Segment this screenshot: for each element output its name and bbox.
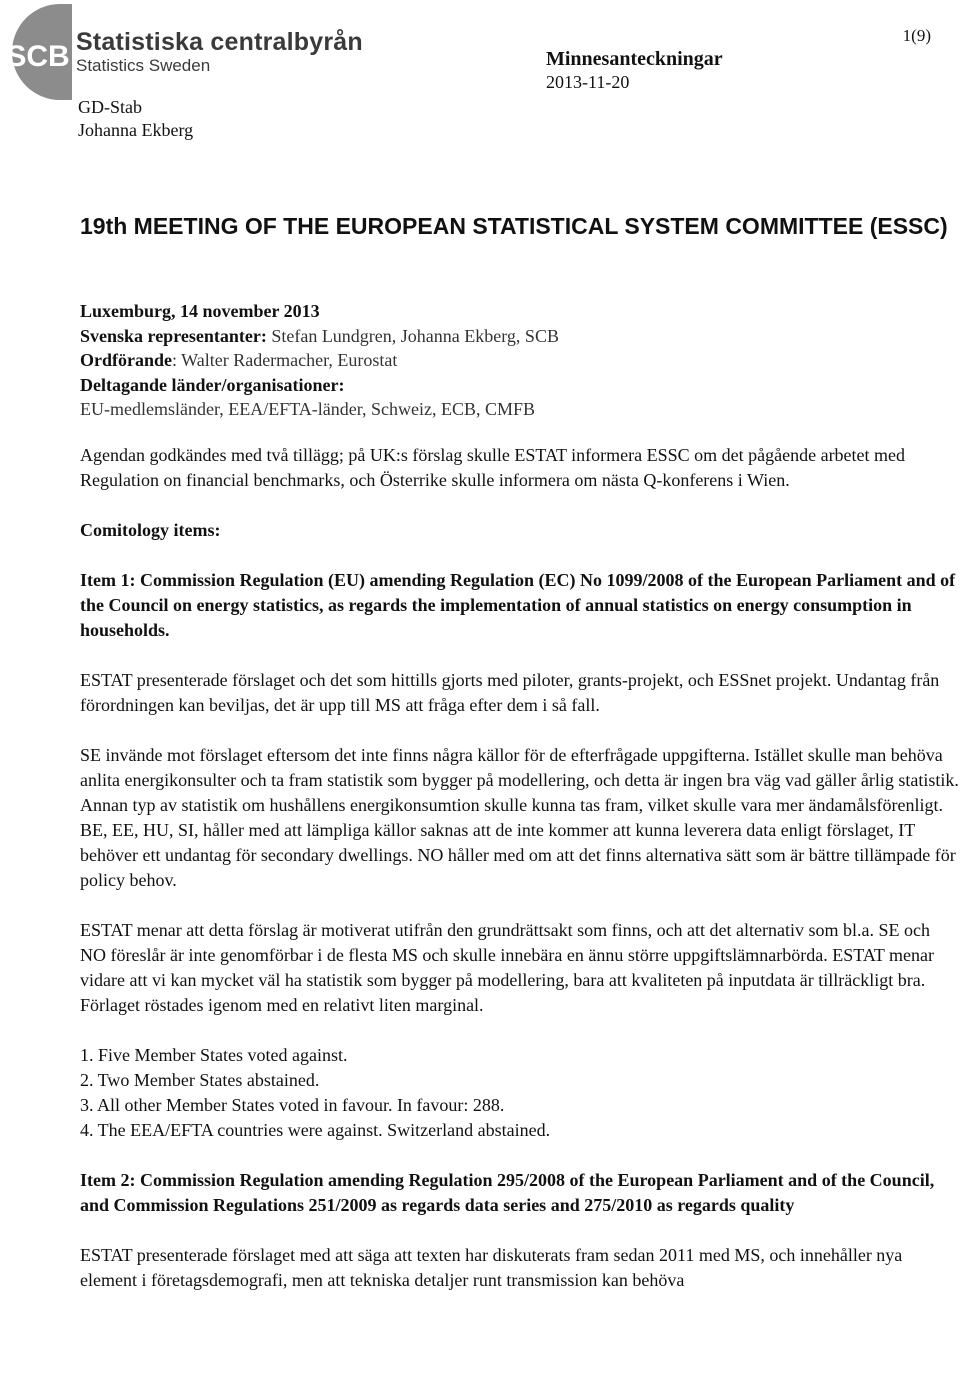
document-date: 2013-11-20 [546,72,630,92]
org-name: Statistiska centralbyrån [76,28,363,56]
participants: EU-medlemsländer, EEA/EFTA-länder, Schweiz, ECB, CMFB [80,399,536,420]
vote-item: 4. The EEA/EFTA countries were against. Switzerland abstained. [80,1120,551,1140]
chair: : Walter Radermacher, Eurostat [172,350,398,371]
agenda-paragraph: Agendan godkändes med två tillägg; på UK:s förslag skulle ESTAT informera ESSC om det pågående arbetet med Regulation on financial benchmarks, och Österrike skulle informera om nästa Q-konferens i Wien. [80,445,906,490]
logo-wordmark [76,28,363,76]
logo-mark-text: SCB [6,40,70,73]
vote-item: 3. All other Member States voted in favour. In favour: 288. [80,1095,505,1115]
department: GD-Stab [78,97,142,117]
page-number: 1(9) [902,26,931,45]
document-body [80,443,960,1318]
item1-paragraph-1: ESTAT presenterade förslaget och det som hittills gjorts med piloter, grants-projekt, och ESSnet projekt. Undantag från förordningen kan beviljas, det är upp till MS att fråga efter dem i så fall. [80,670,940,715]
item1-heading: Item 1: Commission Regulation (EU) amending Regulation (EC) No 1099/2008 of the European Parliament and of the Council on energy statistics, as regards the implementation of annual statistics on energy consumption in households. [80,570,956,640]
org-name-en: Statistics Sweden [76,56,211,75]
comitology-heading: Comitology items: [80,520,221,540]
representatives-label: Svenska representanter: [80,325,267,346]
item1-paragraph-3: ESTAT menar att detta förslag är motiverat utifrån den grundrättsakt som finns, och att det alternativ som bl.a. SE och NO föreslår är inte genomförbar i de flesta MS och skulle innebära en ännu större uppgiftslämnarbörda. ESTAT menar vidare att vi kan mycket väl ha statistik som bygger på modellering, bara att kvaliteten på inputdata är tillräckligt bra. Förlaget röstades igenom med en relativt liten marginal. [80,920,934,1015]
vote-list [80,1043,960,1143]
item1-paragraph-2: SE invände mot förslaget eftersom det inte finns några källor för de efterfrågade uppgifterna. Istället skulle man behöva anlita energikonsulter och ta fram statistik som bygger på modellering, och detta är ingen bra väg vad gäller årlig statistik. Annan typ av statistik om hushållens energikonsumtion skulle kunna tas fram, vilket skulle vara mer ändamålsförenligt. BE, EE, HU, SI, håller med att lämpliga källor saknas att de inte kommer att kunna leverera data enligt förslaget, IT behöver ett undantag för secondary dwellings. NO håller med om att det finns alternativa sätt som är bättre tillämpade för policy behov. [80,745,959,890]
scb-logo [0,2,400,102]
chair-label: Ordförande [80,350,172,371]
representatives: Stefan Lundgren, Johanna Ekberg, SCB [266,325,559,346]
vote-item: 1. Five Member States voted against. [80,1045,348,1065]
meeting-meta [80,299,559,422]
author: Johanna Ekberg [78,120,194,140]
participants-label: Deltagande länder/organisationer: [80,374,345,395]
vote-item: 2. Two Member States abstained. [80,1070,320,1090]
author-block [78,96,193,142]
page-title: 19th MEETING OF THE EUROPEAN STATISTICAL SYSTEM COMMITTEE (ESSC) [80,213,948,239]
scb-logo-mark [0,2,72,102]
item2-paragraph-1: ESTAT presenterade förslaget med att säga att texten har diskuterats fram sedan 2011 med MS, och innehåller nya element i företagsdemografi, men att tekniska detaljer runt transmission kan behöva [80,1245,903,1290]
document-type: Minnesanteckningar [546,48,723,70]
place-date: Luxemburg, 14 november 2013 [80,301,320,321]
item2-heading: Item 2: Commission Regulation amending Regulation 295/2008 of the European Parliament and of the Council, and Commission Regulations 251/2009 as regards data series and 275/2010 as regards quality [80,1170,935,1215]
